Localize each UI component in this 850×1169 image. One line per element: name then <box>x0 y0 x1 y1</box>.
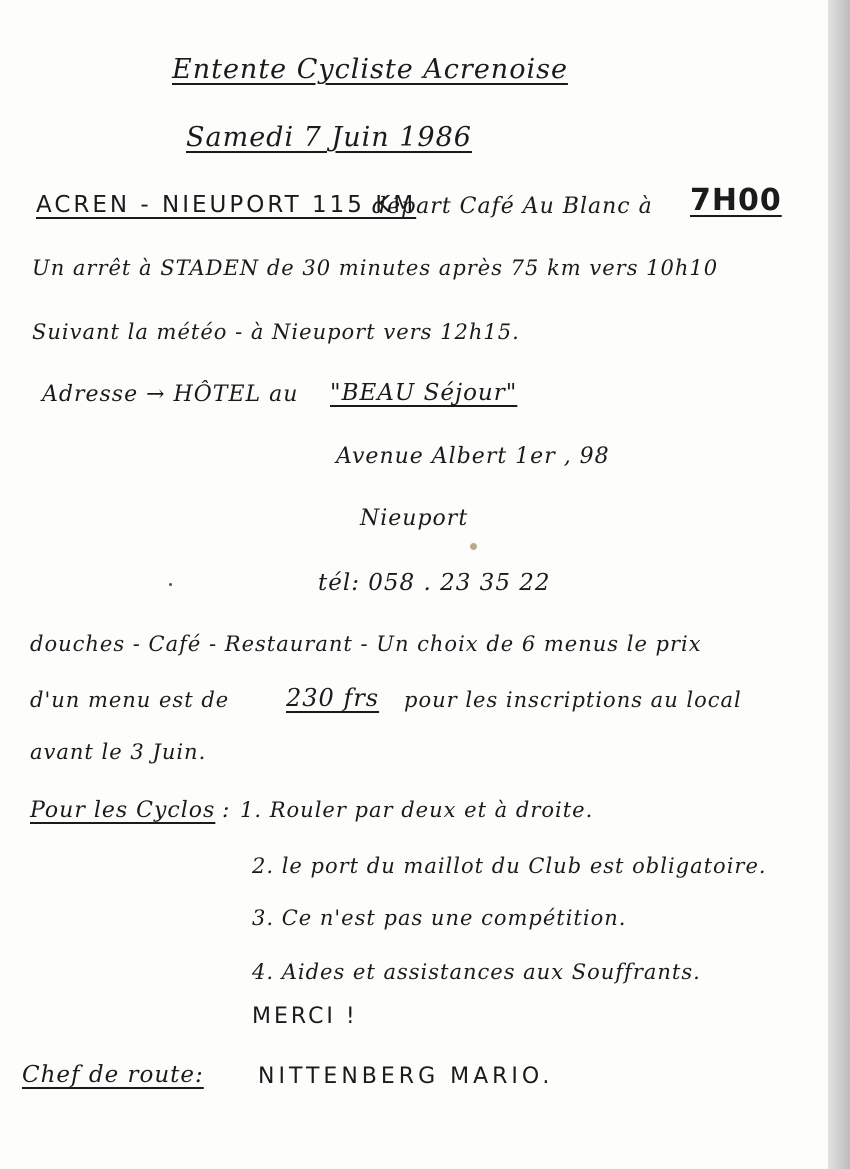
route-text: ACREN - NIEUPORT 115 KM <box>36 192 417 218</box>
route-title <box>36 194 416 217</box>
paper-speck <box>169 583 172 586</box>
registration-deadline: avant le 3 Juin. <box>30 740 207 764</box>
paper-stain <box>470 543 477 550</box>
menu-suffix: pour les inscriptions au local <box>404 688 742 712</box>
scan-edge <box>828 0 850 1169</box>
club-name-heading: Entente Cycliste Acrenoise <box>172 54 568 85</box>
departure-text: départ Café Au Blanc à <box>372 194 653 219</box>
hotel-name: "BEAU Séjour" <box>330 380 518 406</box>
hotel-city: Nieuport <box>360 506 469 531</box>
rule-item: 4. Aides et assistances aux Souffrants. <box>252 960 701 984</box>
chief-label: Chef de route: <box>22 1062 204 1088</box>
weather-line: Suivant la météo - à Nieuport vers 12h15. <box>32 320 520 344</box>
thanks: MERCI ! <box>252 1004 358 1029</box>
rules-heading <box>30 800 215 822</box>
rule-item: 1. Rouler par deux et à droite. <box>240 798 594 822</box>
address-line <box>42 384 298 406</box>
rules-separator: : <box>222 798 231 823</box>
arrow-right-icon: → <box>146 382 166 407</box>
services-line: douches - Café - Restaurant - Un choix de 6 menus le prix <box>30 632 702 656</box>
address-label: Adresse <box>42 382 139 407</box>
rules-label: Pour les Cyclos <box>30 798 216 823</box>
menu-line <box>30 690 229 711</box>
menu-price: 230 frs <box>286 684 380 712</box>
stop-line: Un arrêt à STADEN de 30 minutes après 75 km vers 10h10 <box>32 256 719 280</box>
chief-name: NITTENBERG MARIO. <box>258 1064 554 1089</box>
event-date: Samedi 7 Juin 1986 <box>186 122 472 153</box>
rule-item: 3. Ce n'est pas une compétition. <box>252 906 627 930</box>
hotel-street: Avenue Albert 1er , 98 <box>336 444 610 469</box>
menu-prefix: d'un menu est de <box>30 688 230 712</box>
departure-line <box>372 196 653 218</box>
hotel-prefix: HÔTEL au <box>173 382 299 407</box>
hotel-phone: tél: 058 . 23 35 22 <box>318 570 551 596</box>
departure-time: 7H00 <box>690 183 782 218</box>
rule-item: 2. le port du maillot du Club est obligatoire. <box>252 854 767 878</box>
